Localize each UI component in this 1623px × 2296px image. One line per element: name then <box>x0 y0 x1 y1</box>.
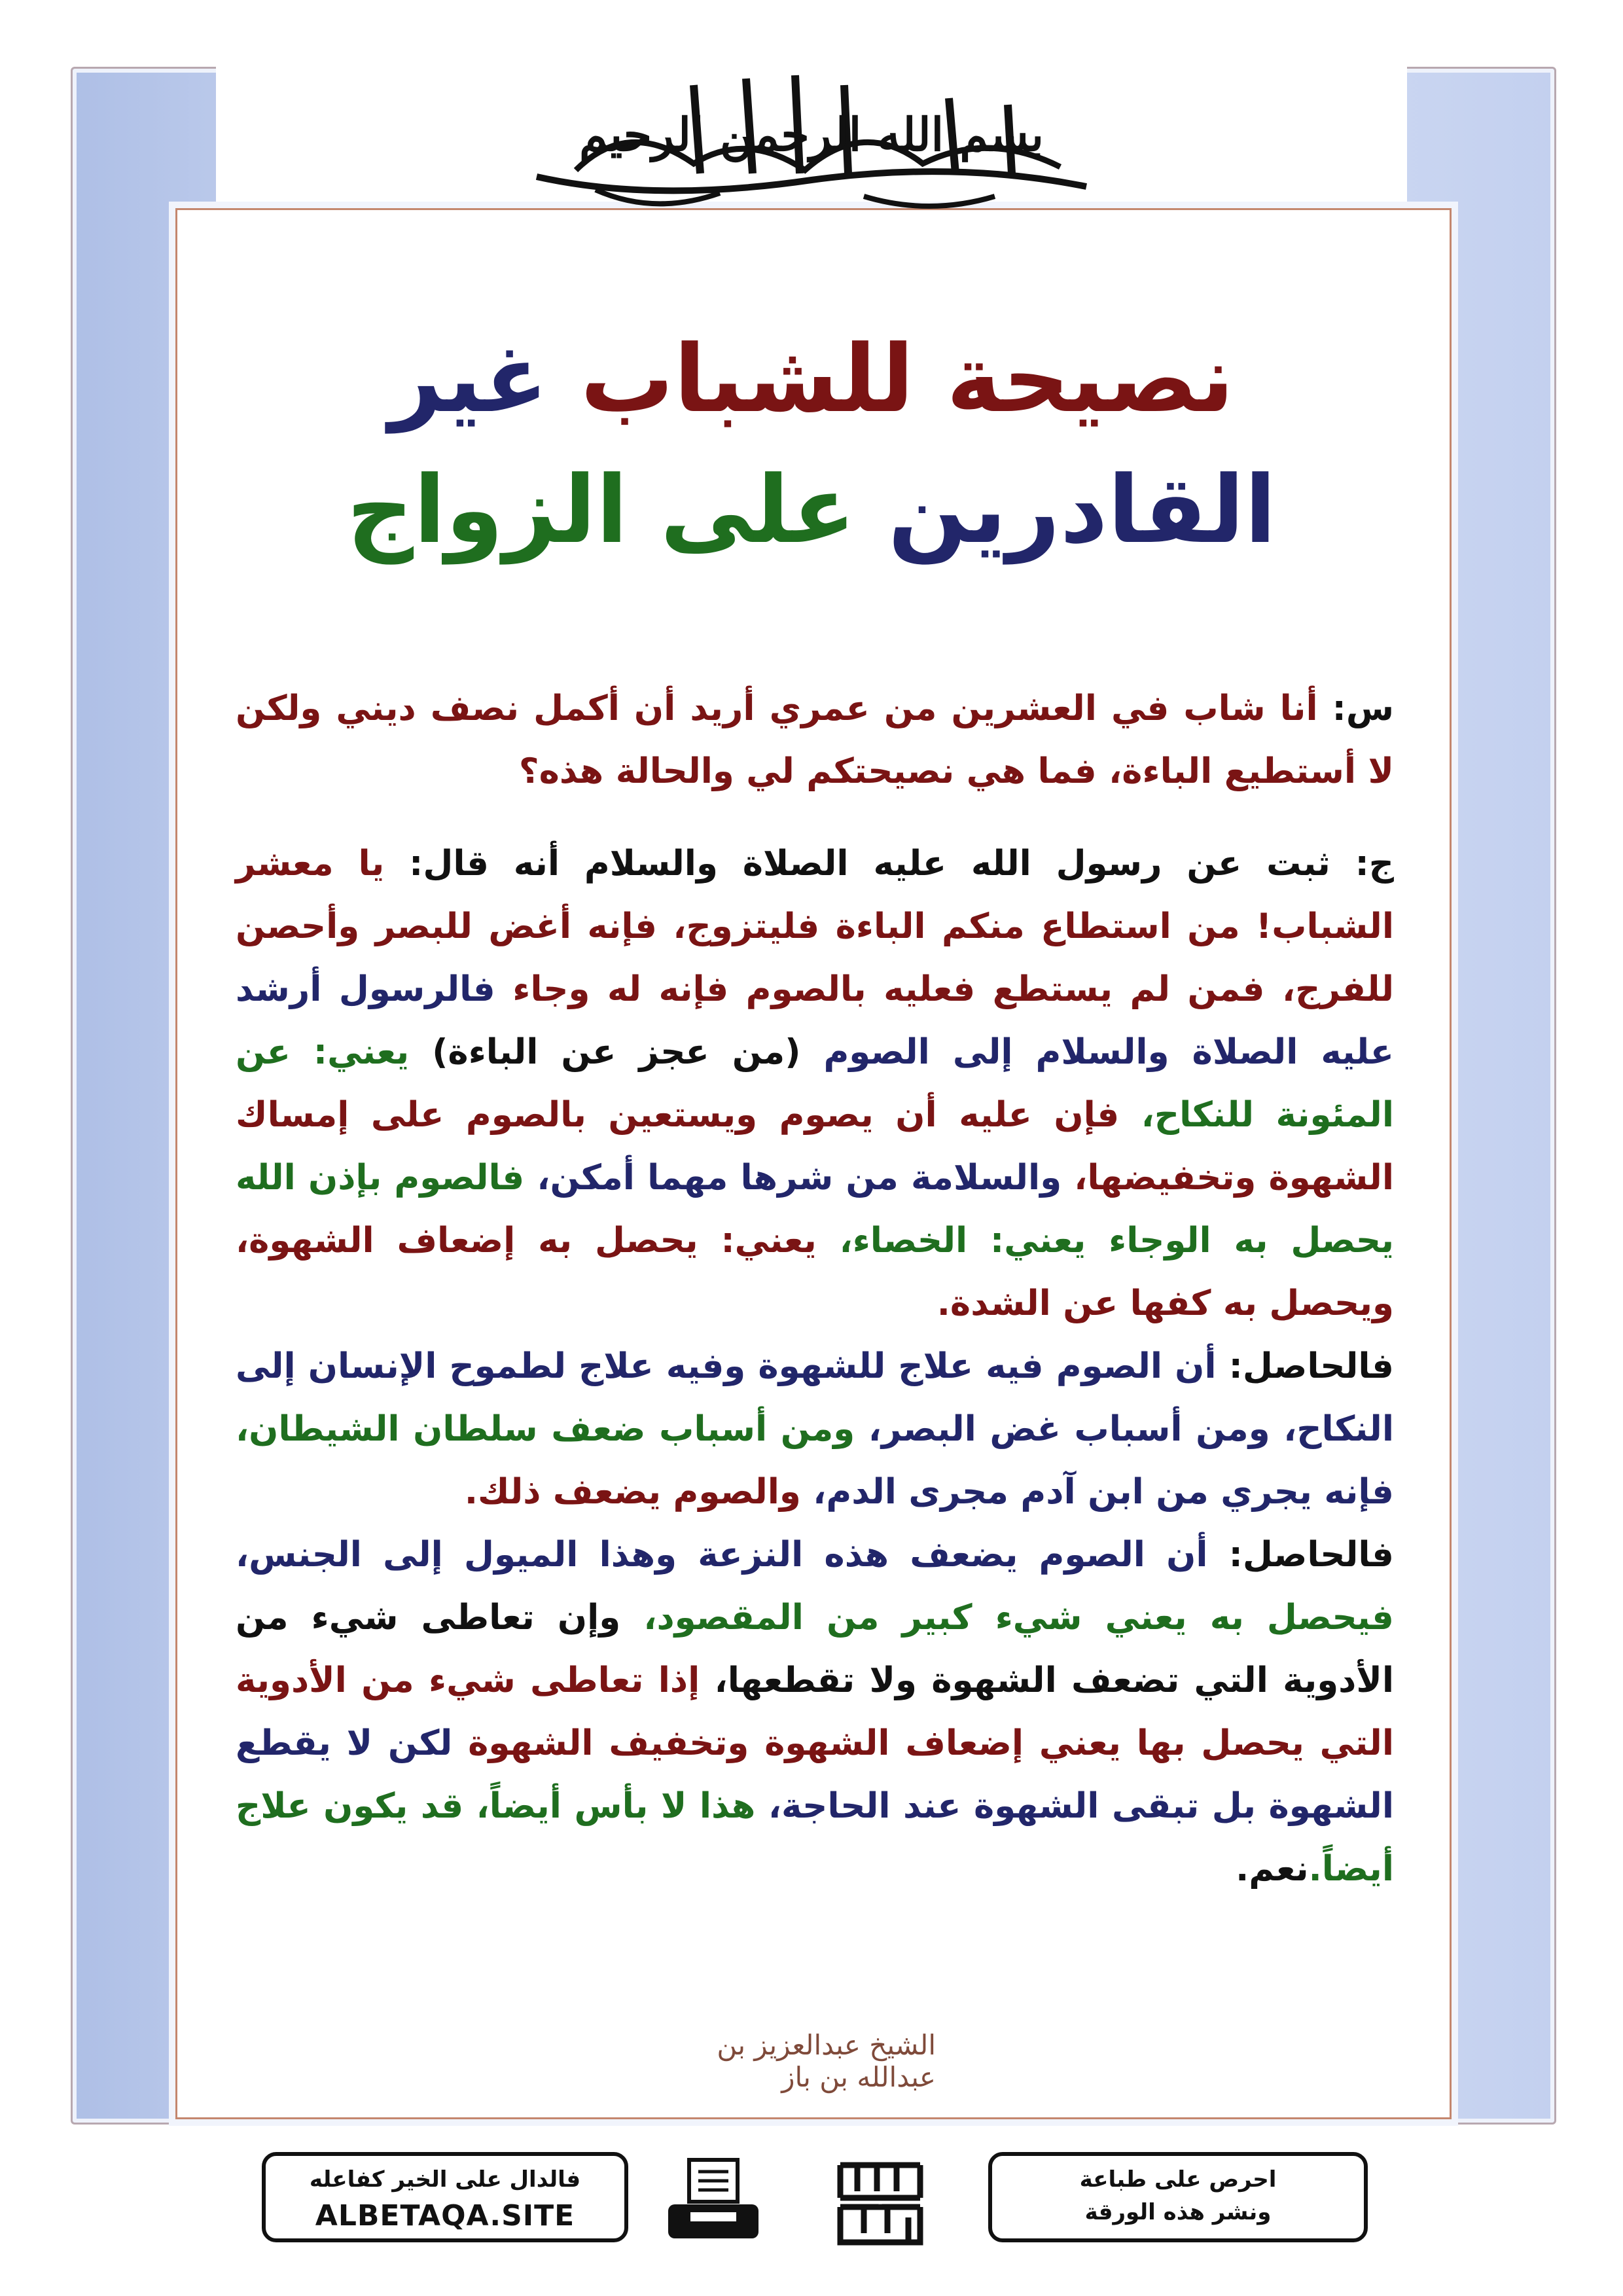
text-segment: والصوم يضعف ذلك. <box>464 1472 801 1512</box>
footer-box-share <box>988 2152 1368 2242</box>
text-segment: أن الصوم فيه علاج للشهوة وفيه علاج لطموح الإنسان إلى النكاح، ومن أسباب غض البصر، <box>236 1346 1394 1449</box>
conclusion-paragraph-2 <box>236 1524 1394 1901</box>
answer-label: ج: <box>1355 844 1394 884</box>
question-text: أنا شاب في العشرين من عمري أريد أن أكمل نصف ديني ولكن لا أستطيع الباءة، فما هي نصيحتكم لي والحالة هذه؟ <box>236 689 1394 791</box>
article-body <box>236 677 1394 1901</box>
title-word: للشباب <box>580 325 914 433</box>
basmala-text: بسم الله الرحمن الرحيم <box>579 107 1044 162</box>
text-segment: فالحاصل: <box>1216 1346 1394 1386</box>
title-word: القادرين <box>887 456 1277 564</box>
text-segment: أن الصوم يضعف هذه النزعة وهذا الميول إلى الجنس، <box>236 1535 1208 1575</box>
text-segment: هذا لا بأس أيضاً، قد يكون علاج أيضاً. <box>236 1786 1394 1889</box>
text-segment: ومن أسباب ضعف سلطان الشيطان، <box>236 1409 855 1449</box>
text-segment: يعني: عن المئونة للنكاح، <box>236 1032 1394 1135</box>
text-segment: إذا تعاطى شيء من الأدوية التي يحصل بها يعني إضعاف الشهوة وتخفيف الشهوة <box>236 1660 1394 1763</box>
text-segment: لكن لا يقطع الشهوة بل تبقى الشهوة عند الحاجة، <box>236 1723 1394 1826</box>
conclusion-paragraph-1 <box>236 1335 1394 1524</box>
question-label: س: <box>1332 689 1395 728</box>
footer-print-note: احرص على طباعة <box>1079 2166 1277 2193</box>
text-segment: فإن عليه أن يصوم ويستعين بالصوم على إمساك الشهوة وتخفيضها، <box>236 1095 1394 1198</box>
text-segment: فالرسول أرشد عليه الصلاة والسلام إلى الصوم <box>236 969 1394 1072</box>
text-segment: يعني: يحصل به إضعاف الشهوة، ويحصل به كفها عن الشدة. <box>236 1221 1394 1323</box>
text-segment: والسلامة من شرها مهما أمكن، <box>524 1158 1062 1198</box>
text-segment: (من عجز عن الباءة) <box>409 1032 801 1072</box>
title-word: الزواج <box>346 456 628 564</box>
text-segment: فإنه يجري من ابن آدم مجرى الدم، <box>800 1472 1394 1512</box>
text-segment: وإن تعاطى شيء من الأدوية التي تضعف الشهوة ولا تقطعها، <box>236 1598 1394 1700</box>
text-segment: فالصوم بإذن الله يحصل به الوجاء يعني: الخصاء، <box>236 1158 1394 1261</box>
footer-box-website <box>262 2152 628 2242</box>
logo-icon <box>831 2152 929 2250</box>
text-segment: نعم. <box>1236 1849 1309 1889</box>
basmala-calligraphy <box>497 39 1126 223</box>
question-paragraph <box>236 677 1394 803</box>
text-segment: ثبت عن رسول الله عليه الصلاة والسلام أنه قال: <box>384 844 1330 884</box>
footer-proverb: فالدال على الخير كفاعله <box>309 2166 581 2193</box>
text-segment: فيحصل به يعني شيء كبير من المقصود، <box>620 1598 1394 1638</box>
footer-website[interactable]: ALBETAQA.SITE <box>315 2199 575 2233</box>
title-word: نصيحة <box>946 325 1234 433</box>
title-word: على <box>660 456 856 564</box>
text-segment: يا معشر الشباب! من استطاع منكم الباءة فليتزوج، فإنه أغض للبصر وأحصن للفرج، فمن لم يستطع فعليه بالصوم فإنه له وجاء <box>236 844 1394 1009</box>
title-word: غير <box>389 325 548 433</box>
footer-share-note: ونشر هذه الورقة <box>1084 2199 1272 2225</box>
printer-icon <box>664 2157 762 2242</box>
answer-paragraph <box>236 833 1394 1335</box>
footer <box>262 2152 1368 2250</box>
text-segment: فالحاصل: <box>1207 1535 1394 1575</box>
scholar-signature: الشيخ عبدالعزيز بن عبدالله بن باز <box>717 2029 936 2093</box>
logo-text: دعوة الورقة <box>878 2204 882 2205</box>
page-title <box>196 314 1427 576</box>
